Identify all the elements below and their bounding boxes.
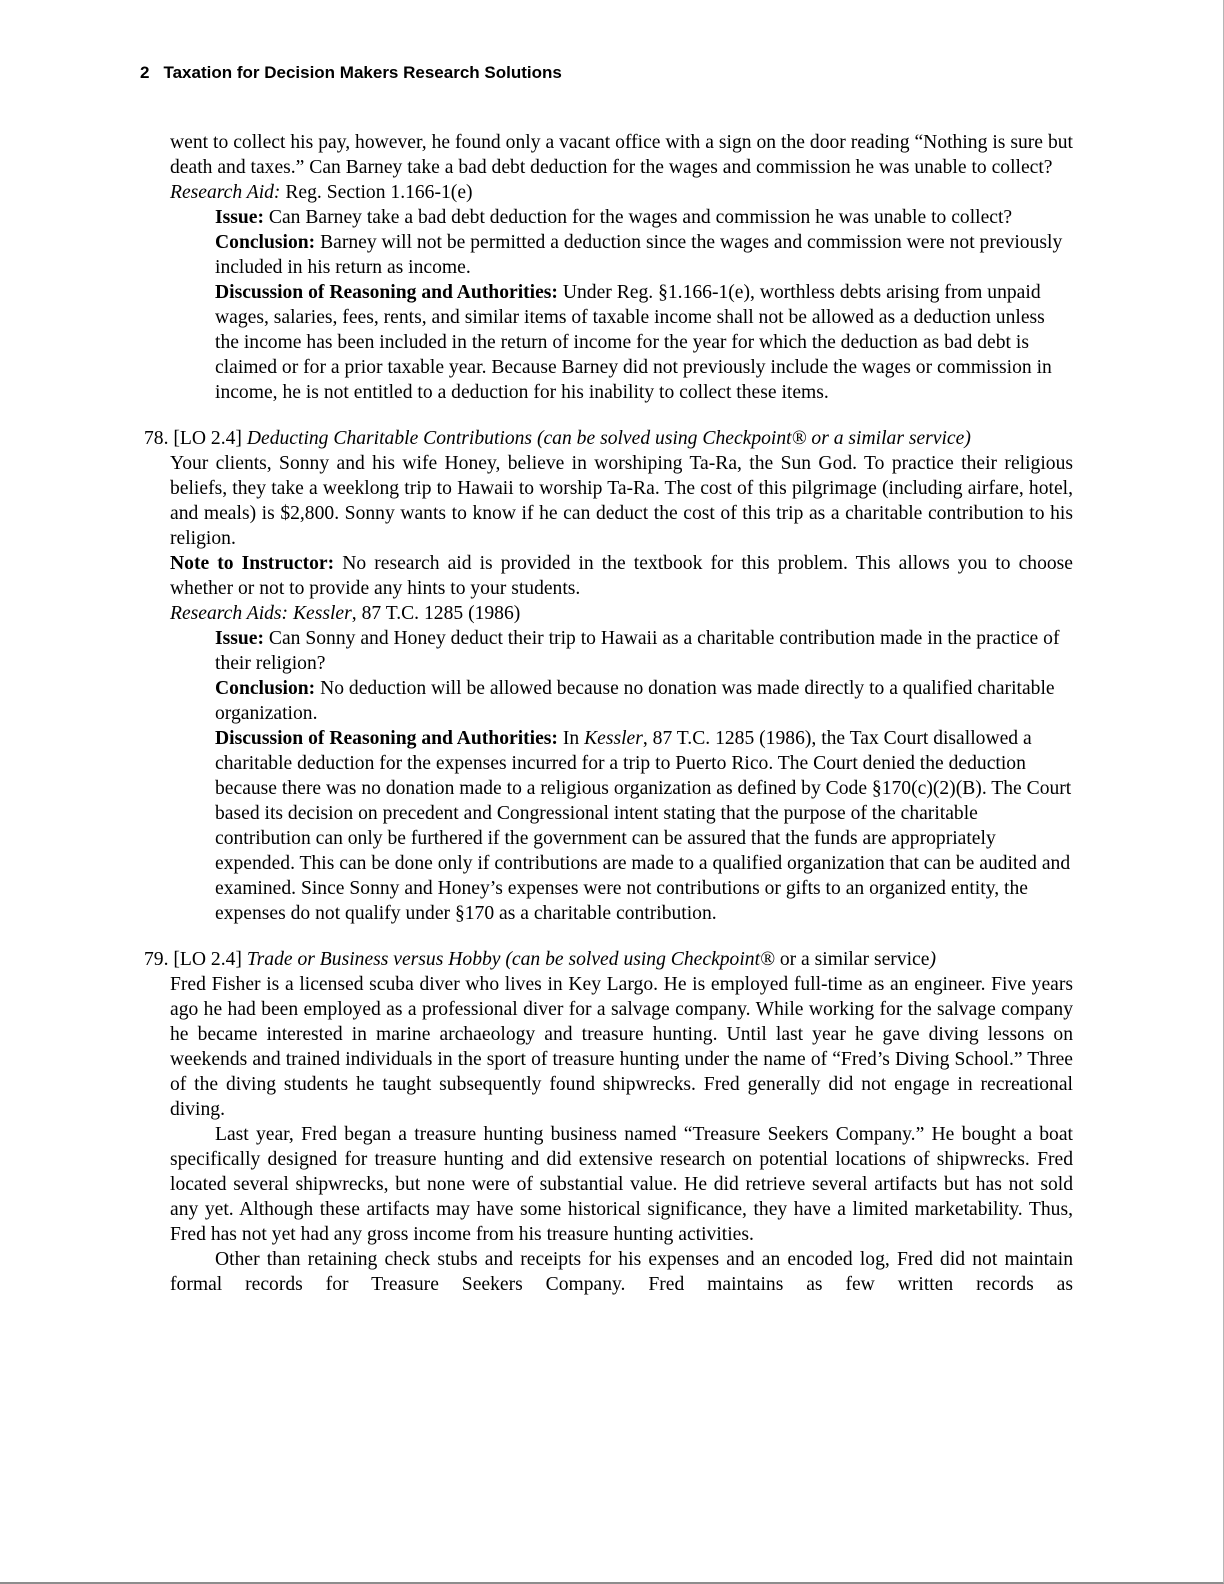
problem-79 — [140, 947, 1073, 1297]
page-content — [140, 130, 1073, 1297]
page-header — [140, 62, 1073, 84]
page-number: 2 — [140, 63, 150, 82]
issue-conclusion-block: Issue: Can Barney take a bad debt deduction for the wages and commission he was unable to collect? Conclusion: Barney will not be permitted a deduction since the wages and commission were not previously included in his return as income. — [215, 207, 1063, 278]
note-to-instructor-block: Note to Instructor: No research aid is provided in the textbook for this problem. This allows you to choose whether or not to provide any hints to your students. — [170, 553, 1073, 599]
problem-78-facts: Your clients, Sonny and his wife Honey, believe in worshiping Ta-Ra, the Sun God. To practice their religious beliefs, they take a weeklong trip to Hawaii to worship Ta-Ra. The cost of this pilgrimage (including airfare, hotel, and meals) is $2,800. Sonny wants to know if he can deduct the cost of this trip as a charitable contribution to his religion. — [170, 453, 1073, 549]
issue-block: Issue: Can Sonny and Honey deduct their trip to Hawaii as a charitable contribution made in the practice of their religion? — [215, 628, 1060, 674]
problem-78 — [140, 426, 1073, 926]
header-title: Taxation for Decision Makers Research Solutions — [163, 63, 562, 82]
problem-77-continuation — [140, 130, 1073, 405]
conclusion-block: Conclusion: No deduction will be allowed because no donation was made directly to a qualified charitable organization. — [215, 678, 1055, 724]
problem-79-facts-paragraph-1: Fred Fisher is a licensed scuba diver who lives in Key Largo. He is employed full-time as an engineer. Five years ago he had been employed as a professional diver for a salvage company. While working for the salvage company he became interested in marine archaeology and treasure hunting. Until last year he gave diving lessons on weekends and trained individuals in the sport of treasure hunting under the name of “Fred’s Diving School.” Three of the diving students he taught subsequently found shipwrecks. Fred generally did not engage in recreational diving. — [170, 974, 1073, 1120]
research-aids-line: Research Aids: Kessler, 87 T.C. 1285 (1986) — [170, 603, 521, 624]
problem-79-facts-paragraph-3: Other than retaining check stubs and receipts for his expenses and an encoded log, Fred did not maintain formal records for Treasure Seekers Company. Fred maintains as few written records as — [170, 1249, 1073, 1295]
problem-79-heading: 79. [LO 2.4] Trade or Business versus Hobby (can be solved using Checkpoint® or a similar service) — [144, 949, 936, 970]
continuation-paragraph: went to collect his pay, however, he found only a vacant office with a sign on the door reading “Nothing is sure but death and taxes.” Can Barney take a bad debt deduction for the wages and commission he was unable to collect? — [170, 132, 1073, 178]
research-aid-line: Research Aid: Reg. Section 1.166-1(e) — [170, 182, 473, 203]
discussion-block: Discussion of Reasoning and Authorities: In Kessler, 87 T.C. 1285 (1986), the Tax Court disallowed a charitable deduction for the expenses incurred for a trip to Puerto Rico. The Court denied the deduction because there was no donation made to a religious organization as defined by Code §170(c)(2)(B). The Court based its decision on precedent and Congressional intent stating that the purpose of the charitable contribution can only be furthered if the government can be assured that the funds are appropriately expended. This can be done only if contributions are made to a qualified organization that can be audited and examined. Since Sonny and Honey’s expenses were not contributions or gifts to an organized entity, the expenses do not qualify under §170 as a charitable contribution. — [215, 728, 1072, 924]
discussion-block: Discussion of Reasoning and Authorities: Under Reg. §1.166-1(e), worthless debts arising from unpaid wages, salaries, fees, rents, and similar items of taxable income shall not be allowed as a deduction unless the income has been included in the return of income for the year for which the deduction as bad debt is claimed or for a prior taxable year. Because Barney did not previously include the wages or commission in income, he is not entitled to a deduction for his inability to collect these items. — [215, 282, 1052, 403]
problem-79-facts-paragraph-2: Last year, Fred began a treasure hunting business named “Treasure Seekers Company.” He bought a boat specifically designed for treasure hunting and did extensive research on potential locations of shipwrecks. Fred located several shipwrecks, but none were of substantial value. He did retrieve several artifacts but has not sold any yet. Although these artifacts may have some historical significance, they have a limited marketability. Thus, Fred has not yet had any gross income from his treasure hunting activities. — [170, 1124, 1073, 1245]
problem-78-heading: 78. [LO 2.4] Deducting Charitable Contributions (can be solved using Checkpoint® or a similar service) — [144, 428, 971, 449]
